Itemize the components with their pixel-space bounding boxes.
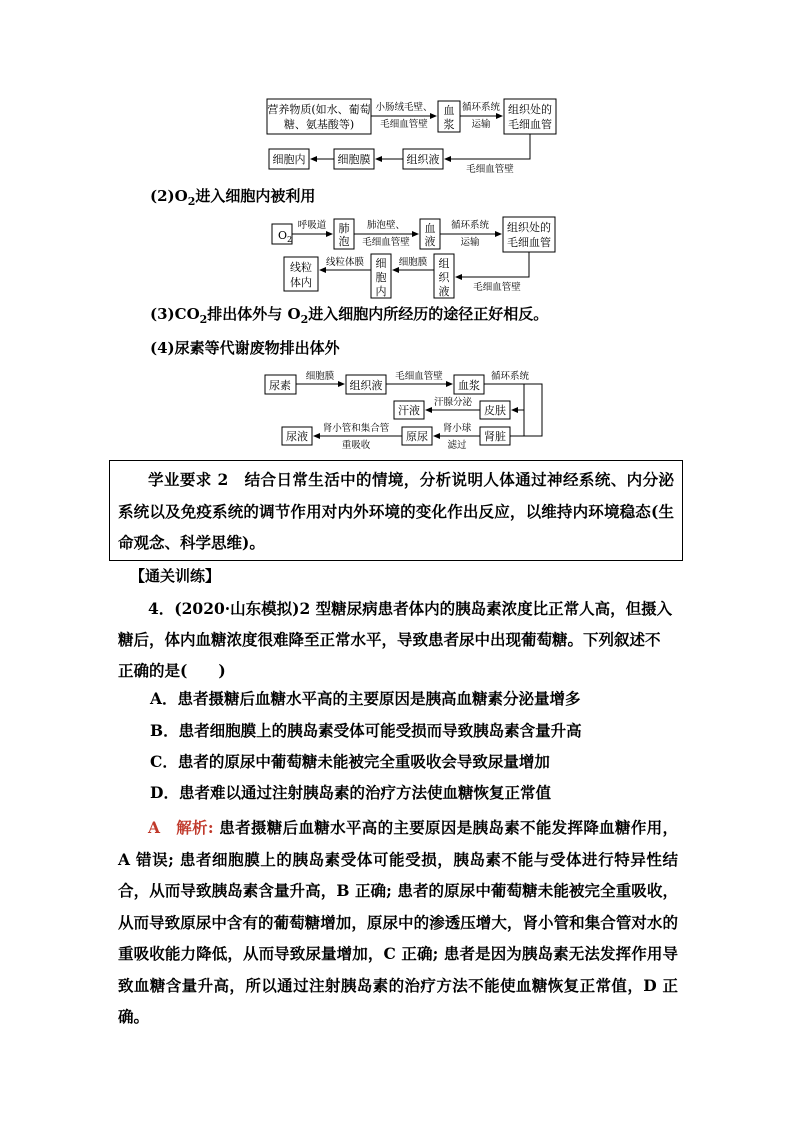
heading-o2-post: 进入细胞内被利用 [195, 187, 316, 205]
edge-intestine-bottom: 毛细血管壁 [380, 119, 428, 130]
heading-co2-post: 进入细胞内所经历的途径正好相反。 [308, 305, 549, 323]
blood-label-1: 血 [424, 222, 436, 235]
answer-label: 解析: [176, 818, 214, 837]
edge-cellmem-3: 细胞膜 [305, 371, 335, 382]
heading-co2-sub2: 2 [300, 313, 309, 326]
requirement-text [118, 464, 674, 559]
edge-capwall: 毛细血管壁 [466, 164, 514, 175]
edge-circ-3: 循环系统 [490, 371, 530, 382]
edge-circ2-top: 循环系统 [450, 220, 490, 231]
plasma-label-2: 浆 [443, 118, 455, 131]
edge-tubule-bottom: 重吸收 [341, 440, 371, 451]
edge-glom-bottom: 滤过 [447, 440, 467, 451]
arrow-capillary-wall-2 [456, 252, 529, 277]
cell-inside2-char-1: 细 [375, 257, 387, 270]
answer-letter: A [148, 818, 161, 837]
arrow-capillary-wall [445, 134, 530, 159]
blood-label-2: 液 [424, 235, 436, 248]
heading-urea: (4)尿素等代谢废物排出体外 [150, 339, 340, 357]
plasma-label-1: 血 [443, 104, 455, 117]
edge-alv-bottom: 毛细血管壁 [362, 237, 410, 248]
requirement-lead: 学业要求 2 [148, 470, 229, 489]
answer-text: 患者摄糖后血糖水平高的主要原因是胰岛素不能发挥降血糖作用，A 错误; 患者细胞膜上的胰岛素受体可能受损，胰岛素不能与受体进行特异性结合，从而导致胰岛素含量升高，B 正确; 患者的原尿中葡萄糖未能被完全重吸收，从而导致原尿中含有的葡萄糖增加，原尿中的渗透压增大，肾小管和集合管对水的重吸收能力降低，从而导致尿量增加，C 正确; 患者是因为胰岛素无法发挥作用导致血糖含量升高，所以通过注射胰岛素的治疗方法不能使血糖恢复正常值，D 正确。 [118, 818, 678, 1026]
tissue-capillary-label-2: 毛细血管 [508, 118, 552, 131]
edge-circ2-bottom: 运输 [460, 237, 480, 248]
option-c: C．患者的原尿中葡萄糖未能被完全重吸收会导致尿量增加 [150, 752, 550, 771]
heading-o2-pre: (2)O [150, 187, 188, 205]
edge-glom-top: 肾小球 [442, 423, 472, 434]
oxygen-pathway-diagram [268, 215, 563, 300]
cell-inside2-char-3: 内 [375, 285, 387, 298]
tissue-fluid2-char-1: 组 [438, 257, 450, 270]
heading-o2-sub: 2 [187, 195, 196, 208]
heading-co2-pre: (3)CO [150, 305, 200, 323]
primary-urine-label: 原尿 [406, 430, 428, 443]
kidney-label: 肾脏 [484, 430, 506, 443]
question-stem-text: 4．(2020·山东模拟)2 型糖尿病患者体内的胰岛素浓度比正常人高，但摄入糖后，体内血糖浓度很难降至正常水平，导致患者尿中出现葡萄糖。下列叙述不正确的是( ) [118, 599, 673, 680]
option-b: B．患者细胞膜上的胰岛素受体可能受损而导致胰岛素含量升高 [150, 721, 582, 740]
edge-airway: 呼吸道 [297, 220, 327, 231]
tissue-fluid2-char-2: 织 [438, 271, 450, 284]
option-a: A．患者摄糖后血糖水平高的主要原因是胰高血糖素分泌量增多 [150, 689, 581, 708]
nutrients-label-1: 营养物质(如水、葡萄 [267, 103, 371, 116]
edge-alv-top: 肺泡壁、 [366, 220, 406, 231]
plasma3-label: 血浆 [458, 379, 480, 392]
alveolus-label-1: 肺 [338, 222, 350, 235]
requirement-body: 结合日常生活中的情境，分析说明人体通过神经系统、内分泌系统以及免疫系统的调节作用对内外环境的变化作出反应，以维持内环境稳态(生命观念、科学思维)。 [118, 470, 674, 552]
edge-capwall-2: 毛细血管壁 [473, 282, 521, 293]
alveolus-label-2: 泡 [338, 235, 350, 248]
edge-intestine-top: 小肠绒毛壁、 [375, 102, 433, 113]
tissue-capillary-label-1: 组织处的 [508, 103, 552, 116]
edge-cellmem-2: 细胞膜 [398, 257, 428, 268]
sweat-label: 汗液 [398, 404, 420, 417]
edge-mito-mem: 线粒体膜 [325, 257, 365, 268]
urine-label: 尿液 [286, 430, 308, 443]
heading-co2-mid: 排出体外与 O [207, 305, 301, 323]
nutrient-pathway-diagram [262, 96, 562, 176]
answer-explanation [118, 812, 678, 1033]
tissue-fluid2-char-3: 液 [438, 285, 450, 298]
skin-label: 皮肤 [484, 404, 506, 417]
edge-circ-top: 循环系统 [461, 102, 501, 113]
heading-co2-sub1: 2 [199, 313, 208, 326]
option-d: D．患者难以通过注射胰岛素的治疗方法使血糖恢复正常值 [150, 783, 551, 802]
edge-circ-bottom: 运输 [471, 119, 491, 130]
edge-tubule-top: 肾小管和集合管 [322, 423, 390, 434]
o2-label: $O_2$ [278, 229, 293, 244]
heading-co2 [150, 303, 548, 326]
cell-inside2-char-2: 胞 [375, 271, 387, 284]
tissue-fluid3-label: 组织液 [349, 379, 383, 392]
tissue-capillary2-label-1: 组织处的 [507, 221, 551, 234]
edge-capwall-3: 毛细血管壁 [395, 371, 443, 382]
edge-sweat: 汗腺分泌 [433, 397, 473, 408]
cell-membrane-label: 细胞膜 [337, 153, 371, 166]
urea-label: 尿素 [269, 379, 291, 392]
urea-excretion-diagram [262, 368, 552, 453]
heading-o2 [150, 185, 315, 208]
mitochondria-label-2: 体内 [290, 276, 312, 289]
section-title: 【通关训练】 [130, 567, 221, 585]
tissue-capillary2-label-2: 毛细血管 [507, 236, 551, 249]
tissue-fluid-label: 组织液 [406, 153, 440, 166]
mitochondria-label-1: 线粒 [290, 261, 312, 274]
nutrients-label-2: 糖、氨基酸等) [283, 118, 355, 131]
question-stem [118, 593, 674, 686]
cell-inside-label: 细胞内 [272, 153, 306, 166]
